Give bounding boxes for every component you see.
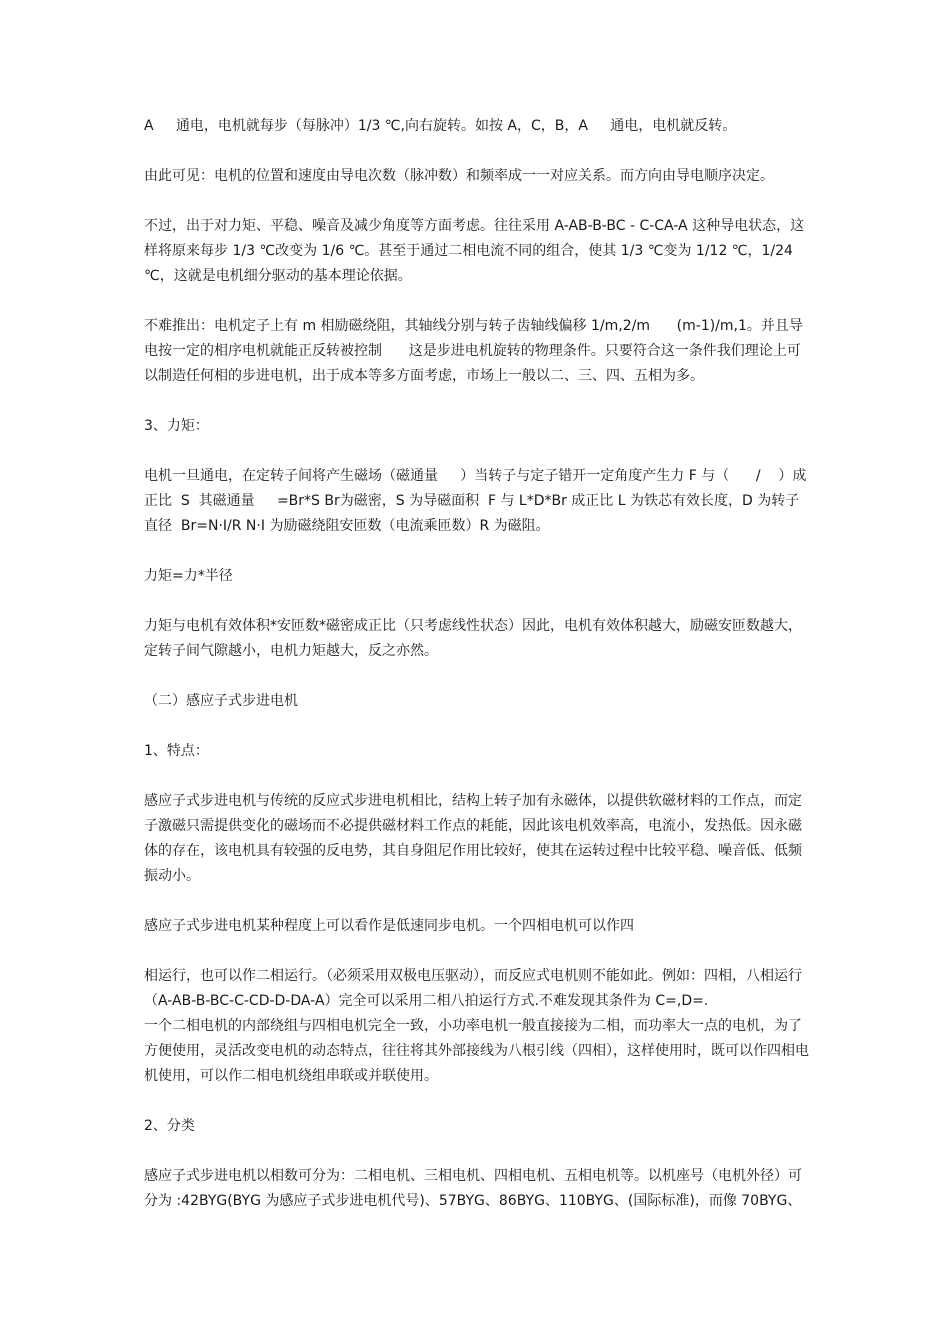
- section-heading-hybrid-motor: （二）感应子式步进电机: [144, 693, 298, 709]
- paragraph-torque-formula: 力矩=力*半径: [144, 568, 233, 584]
- paragraph-gap: [144, 1139, 812, 1164]
- paragraph-gap: [144, 139, 812, 164]
- paragraph-gap: [144, 764, 812, 789]
- section-heading-classification: 2、分类: [144, 1118, 195, 1134]
- paragraph-gap: [144, 664, 812, 689]
- paragraph-phase-operation: 相运行，也可以作二相运行。（必须采用双极电压驱动），而反应式电机则不能如此。例如：四相，八相运行（A-AB-B-BC-C-CD-D-DA-A）完全可以采用二相八拍运行方式.不难发现其条件为 C=,D=.: [144, 968, 802, 1009]
- paragraph-gap: [144, 189, 812, 214]
- paragraph-classification: 感应子式步进电机以相数可分为：二相电机、三相电机、四相电机、五相电机等。以机座号（电机外径）可分为 :42BYG(BYG 为感应子式步进电机代号)、57BYG、86BYG、110BYG、(国际标准)，而像 70BYG、: [144, 1168, 802, 1209]
- paragraph-gap: [144, 539, 812, 564]
- paragraph-gap: [144, 389, 812, 414]
- paragraph-gap: [144, 289, 812, 314]
- paragraph-multiphase: 不难推出：电机定子上有 m 相励磁绕阻，其轴线分别与转子齿轴线偏移 1/m,2/m (m-1)/m,1。并且导电按一定的相序电机就能正反转被控制 这是步进电机旋转的物理条件。只要符合这一条件我们理论上可以制造任何相的步进电机，出于成本等多方面考虑，市场上一般以二、三、四、五相为多。: [144, 318, 803, 384]
- section-heading-features: 1、特点：: [144, 743, 209, 759]
- paragraph-torque-proportional: 力矩与电机有效体积*安匝数*磁密成正比（只考虑线性状态）因此，电机有效体积越大，励磁安匝数越大，定转子间气隙越小，电机力矩越大，反之亦然。: [144, 618, 802, 659]
- document-body: [144, 114, 812, 1214]
- paragraph-two-phase-wiring: 一个二相电机的内部绕组与四相电机完全一致，小功率电机一般直接接为二相，而功率大一点的电机，为了方便使用，灵活改变电机的动态特点，往往将其外部接线为八根引线（四相），这样使用时，既可以作四相电机使用，可以作二相电机绕组串联或并联使用。: [144, 1018, 809, 1084]
- paragraph-gap: [144, 1089, 812, 1114]
- section-heading-torque: 3、力矩：: [144, 418, 209, 434]
- paragraph-gap: [144, 439, 812, 464]
- paragraph-microstepping: 不过，出于对力矩、平稳、噪音及减少角度等方面考虑。往往采用 A-AB-B-BC - C-CA-A 这种导电状态，这样将原来每步 1/3 ℃改变为 1/6 ℃。甚至于通过二相电流不同的组合，使其 1/3 ℃变为 1/12 ℃，1/24 ℃，这就是电机细分驱动的基本理论依据。: [144, 218, 805, 284]
- paragraph-position-speed: 由此可见：电机的位置和速度由导电次数（脉冲数）和频率成一一对应关系。而方向由导电顺序决定。: [144, 168, 774, 184]
- paragraph-gap: [144, 589, 812, 614]
- paragraph-magnetic-force: 电机一旦通电，在定转子间将产生磁场（磁通量 ）当转子与定子错开一定角度产生力 F 与（ / ）成正比 S 其磁通量 =Br*S Br为磁密，S 为导磁面积 F 与 L*D*Br 成正比 L 为铁芯有效长度，D 为转子直径 Br=N·I/R N·I 为励磁绕阻安匝数（电流乘匝数）R 为磁阻。: [144, 468, 807, 534]
- paragraph-phase-rotation: A 通电，电机就每步（每脉冲）1/3 ℃,向右旋转。如按 A，C，B，A 通电，电机就反转。: [144, 118, 737, 134]
- paragraph-hybrid-features: 感应子式步进电机与传统的反应式步进电机相比，结构上转子加有永磁体，以提供软磁材料的工作点，而定子激磁只需提供变化的磁场而不必提供磁材料工作点的耗能，因此该电机效率高，电流小，发热低。因永磁体的存在，该电机具有较强的反电势，其自身阻尼作用比较好，使其在运转过程中比较平稳、噪音低、低频振动小。: [144, 793, 802, 884]
- paragraph-gap: [144, 939, 812, 964]
- paragraph-gap: [144, 714, 812, 739]
- paragraph-synchronous: 感应子式步进电机某种程度上可以看作是低速同步电机。一个四相电机可以作四: [144, 918, 634, 934]
- paragraph-gap: [144, 889, 812, 914]
